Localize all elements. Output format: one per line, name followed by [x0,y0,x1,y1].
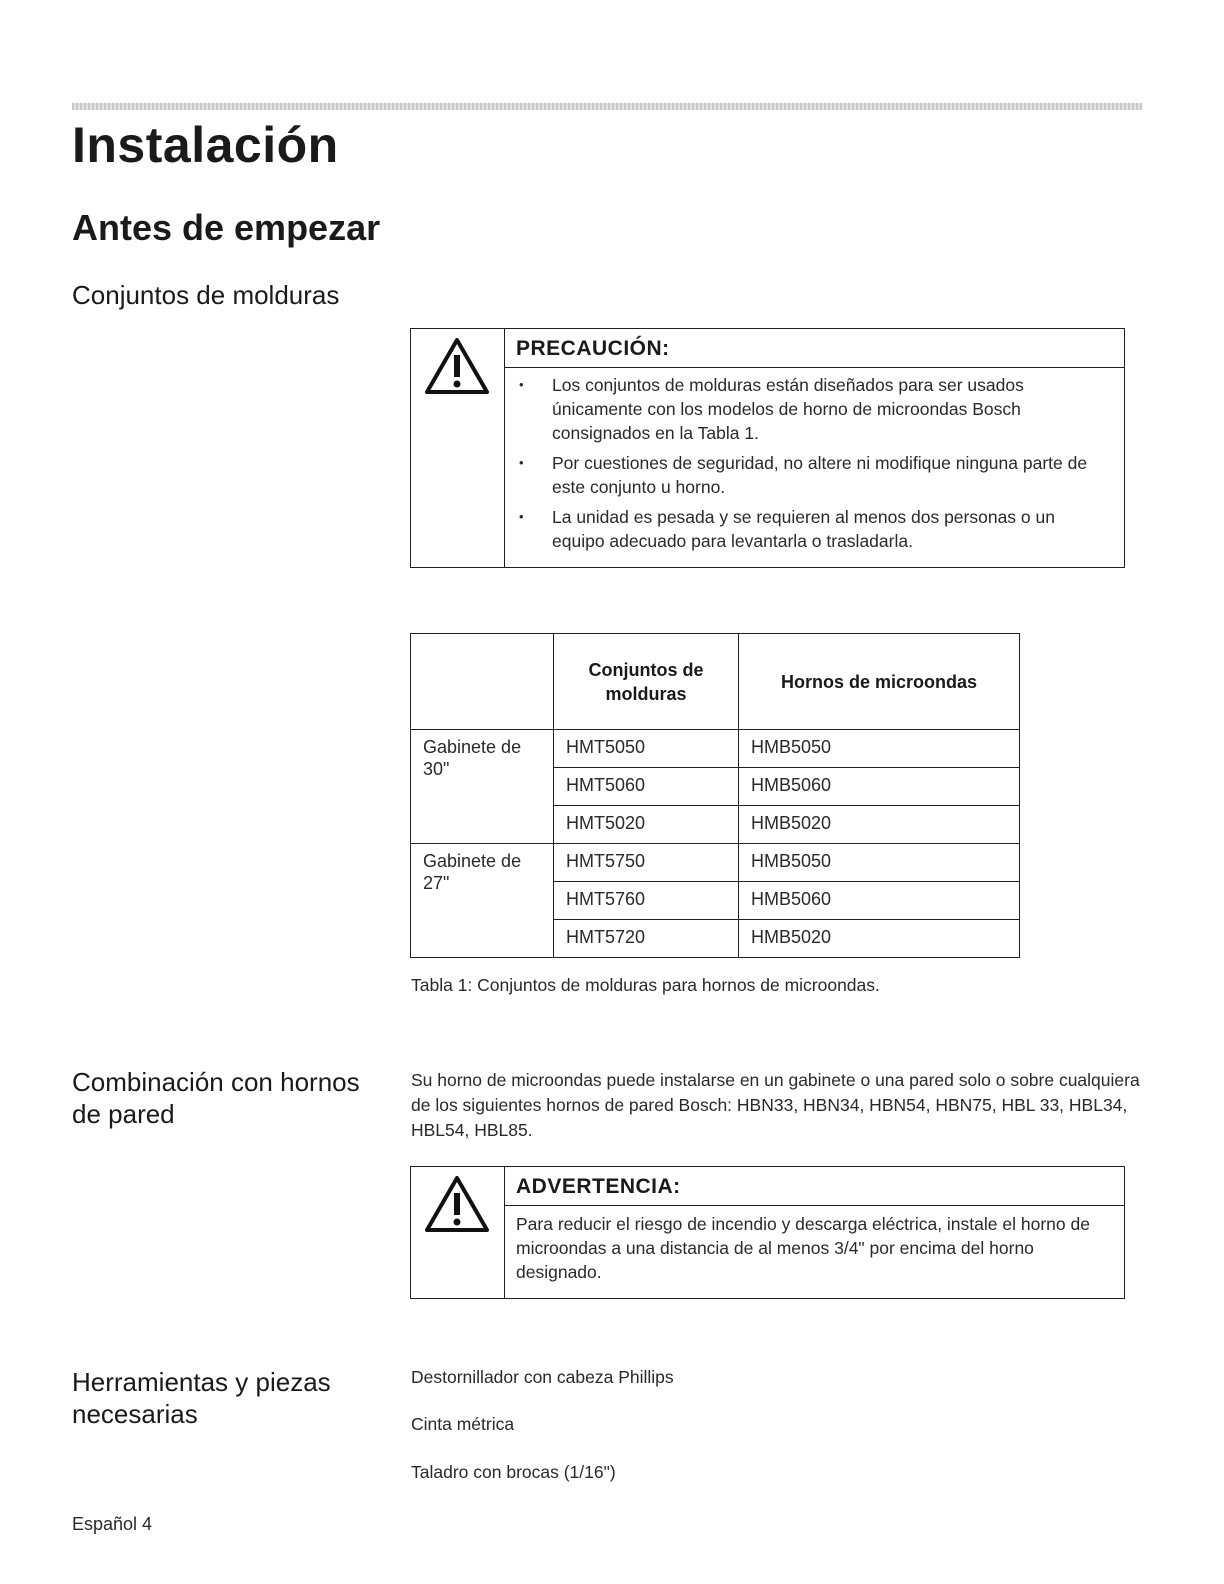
table-header-microwaves: Hornos de microondas [739,634,1020,730]
tool-item: Destornillador con cabeza Phillips [411,1367,674,1387]
caution-item: • La unidad es pesada y se requieren al menos dos personas o un equipo adecuado para levantarla o trasladarla. [516,505,1112,553]
microwave-cell: HMB5060 [739,882,1020,920]
cabinet-30-cell: Gabinete de 30" [411,730,554,844]
warning-icon [424,1175,490,1233]
tool-item: Cinta métrica [411,1414,515,1434]
page-footer: Español 4 [72,1514,153,1534]
trim-kits-heading: Conjuntos de molduras [72,280,340,310]
trim-kit-cell: HMT5750 [554,844,739,882]
trim-kit-cell: HMT5760 [554,882,739,920]
trim-kit-cell: HMT5050 [554,730,739,768]
caution-list [505,368,1124,561]
caution-item: • Por cuestiones de seguridad, no altere ni modifique ninguna parte de este conjunto u horno. [516,451,1112,499]
warning-title: ADVERTENCIA: [505,1167,1124,1206]
trim-kit-cell: HMT5720 [554,920,739,958]
microwave-cell: HMB5050 [739,730,1020,768]
trim-kit-table [410,633,1020,958]
warning-icon [424,337,490,395]
wall-ovens-heading: Combinación con hornos de pared [72,1067,360,1129]
table-header-empty [411,634,554,730]
warning-box [410,1166,1125,1299]
warning-text: Para reducir el riesgo de incendio y descarga eléctrica, instale el horno de microondas a una distancia de al menos 3/4" por encima del horno designado. [516,1214,1090,1282]
microwave-cell: HMB5020 [739,806,1020,844]
caution-icon-cell [411,329,505,567]
tool-item: Taladro con brocas (1/16") [411,1462,616,1482]
table-header-trim-kits: Conjuntos de molduras [554,634,739,730]
microwave-cell: HMB5020 [739,920,1020,958]
section-title: Antes de empezar [72,207,381,248]
trim-kit-cell: HMT5060 [554,768,739,806]
caution-title: PRECAUCIÓN: [505,329,1124,368]
caution-item: • Los conjuntos de molduras están diseñados para ser usados únicamente con los modelos de horno de microondas Bosch consignados en la Tabla 1. [516,373,1112,445]
trim-kit-cell: HMT5020 [554,806,739,844]
microwave-cell: HMB5060 [739,768,1020,806]
cabinet-27-cell: Gabinete de 27" [411,844,554,958]
warning-icon-cell [411,1167,505,1298]
top-rule [72,103,1142,110]
caution-box [410,328,1125,568]
page-title: Instalación [72,117,339,173]
wall-ovens-text: Su horno de microondas puede instalarse en un gabinete o una pared solo o sobre cualquiera de los siguientes hornos de pared Bosch: HBN33, HBN34, HBN54, HBN75, HBL 33, HBL34, HBL54, HBL85. [411,1070,1140,1140]
microwave-cell: HMB5050 [739,844,1020,882]
tools-heading: Herramientas y piezas necesarias [72,1367,331,1429]
table-caption: Tabla 1: Conjuntos de molduras para hornos de microondas. [411,975,880,995]
